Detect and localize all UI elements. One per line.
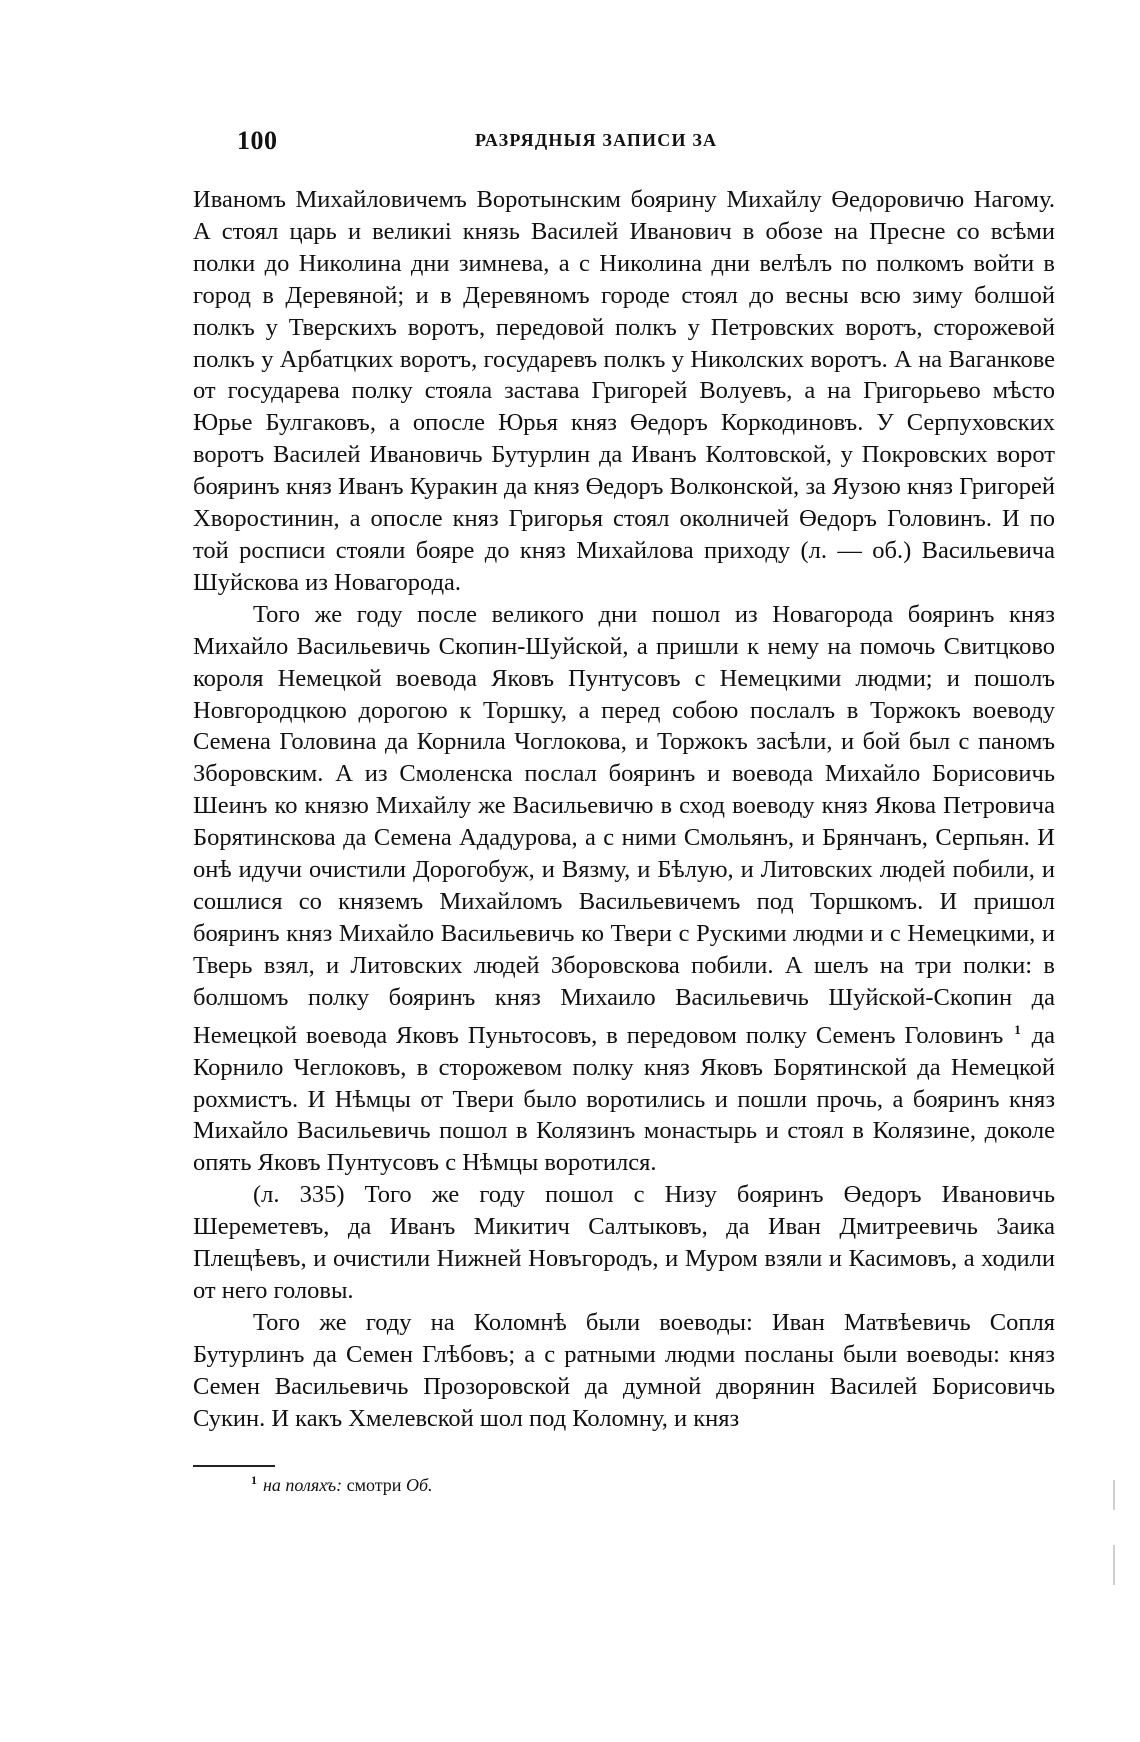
footnote-divider: [193, 1465, 275, 1467]
running-header: [193, 126, 1055, 158]
footnote-italic: на поляхъ:: [263, 1474, 343, 1495]
footnote: [251, 1473, 1055, 1496]
scan-edge-mark: [1113, 1545, 1115, 1585]
paragraph-4: Того же году на Коломнѣ были воеводы: Иван Матвѣевичь Сопля Бутурлинъ да Семен Глѣбовъ; а с ратными людми посланы были воеводы: княз Семен Васильевичь Прозоровской да думной дворянин Василей Борисовичь Сукин. И какъ Хмелевской шол под Коломну, и княз: [193, 1308, 1055, 1432]
document-page: [193, 126, 1055, 1496]
paragraph-2: [193, 599, 1055, 1179]
footnote-reference: 1: [1014, 1021, 1021, 1037]
footnote-text: смотри: [342, 1474, 406, 1495]
footnote-marker: 1: [251, 1472, 257, 1487]
paragraph-3: (л. 335) Того же году пошол с Низу бояринъ Өедоръ Ивановичь Шереметевъ, да Иванъ Микитич Салтыковъ, да Иван Дмитреевичь Заика Плещѣевъ, и очистили Нижней Новъгородъ, и Муром взяли и Касимовъ, а ходили от него головы.: [193, 1181, 1055, 1304]
paragraph-1: Иваномъ Михайловичемъ Воротынским боярину Михайлу Өедоровичю Нагому. А стоял царь и великиі князь Василей Иванович в обозе на Пресне со всѣми полки до Николина дни зимнева, а с Николина дни велѣлъ по полкомъ войти в город в Деревяной; и в Деревяномъ городе стоял до весны всю зиму болшой полкъ у Тверскихъ воротъ, передовой полкъ у Петровских воротъ, сторожевой полкъ у Арбатцких воротъ, государевъ полкъ у Николских воротъ. А на Ваганкове от государева полку стояла застава Григорей Волуевъ, а на Григорьево мѣсто Юрье Булгаковъ, а опосле Юрья княз Өедоръ Коркодиновъ. У Серпуховских воротъ Василей Ивановичь Бутурлин да Иванъ Колтовской, у Покровских ворот бояринъ княз Иванъ Куракин да княз Өедоръ Волконской, за Яузою княз Григорей Хворостинин, а опосле княз Григорья стоял околничей Өедоръ Головинъ. И по той росписи стояли бояре до княз Михайлова приходу (л. — об.) Васильевича Шуйскова из Новагорода.: [193, 186, 1055, 596]
running-title: РАЗРЯДНЫЯ ЗАПИСИ ЗА: [475, 130, 718, 150]
paragraph-2-continuation: да Корнило Чеглоковъ, в сторожевом полку княз Яковъ Борятинской да Немецкой рохмистъ. И Нѣмцы от Твери было воротились и пошли прочь, а бояринъ княз Михайло Васильевичь пошол в Колязинъ монастырь и стоял в Колязине, доколе опять Яковъ Пунтусовъ с Нѣмцы воротился.: [193, 1021, 1056, 1177]
paragraph-2-text: Того же году после великого дни пошол из Новагорода бояринъ княз Михайло Васильевичь Скопин-Шуйской, а пришли к нему на помочь Свитцково короля Немецкой воевода Яковъ Пунтусовъ с Немецкими людми; и пошолъ Новгородцкою дорогою к Торшку, а перед собою послалъ в Торжокъ воеводу Семена Головина да Корнила Чоглокова, и Торжокъ засѣли, и бой был с паномъ Зборовским. А из Смоленска послал бояринъ и воевода Михайло Борисовичь Шеинъ ко князю Михайлу же Васильевичю в сход воеводу княз Якова Петровича Борятинскова да Семена Ададурова, а с ними Смольянъ, и Брянчанъ, Серпьян. И онѣ идучи очистили Дорогобуж, и Вязму, и Бѣлую, и Литовских людей побили, и сошлися со княземъ Михайломъ Васильевичемъ под Торшкомъ. И пришол бояринъ княз Михайло Васильевичь ко Твери с Рускими людми и с Немецкими, и Тверь взял, и Литовских людей Зборовскова побили. А шелъ на три полки: в болшомъ полку бояринъ княз Михаило Васильевичь Шуйской-Скопин да Немецкой воевода Яковъ Пуньтосовъ, в передовом полку Семенъ Головинъ: [193, 600, 1055, 1049]
page-number: 100: [237, 126, 278, 155]
body-text: [193, 184, 1055, 1435]
footnote-italic-end: Об.: [405, 1474, 433, 1495]
scan-edge-mark: [1113, 1480, 1115, 1510]
